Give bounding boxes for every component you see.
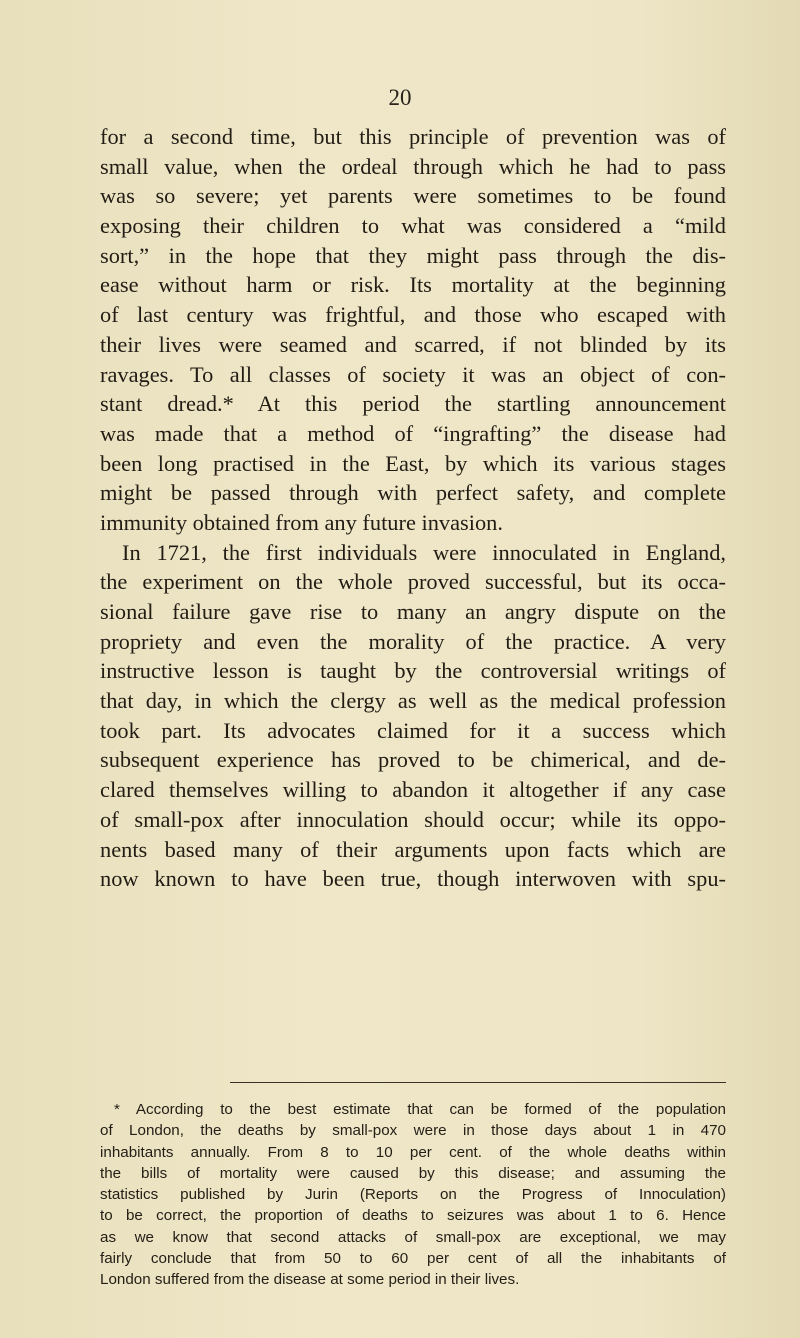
footnote-line: statistics published by Jurin (Reports on the Progress of Innoculation) bbox=[100, 1186, 726, 1204]
text-line: In 1721, the first individuals were innoculated in England, bbox=[122, 539, 726, 565]
text-line: might be passed through with perfect safety, and complete bbox=[100, 480, 726, 506]
text-line: sional failure gave rise to many an angry dispute on the bbox=[100, 599, 726, 624]
footnote-line: the bills of mortality were caused by this disease; and assuming the bbox=[100, 1164, 726, 1182]
footnote-line: as we know that second attacks of small-pox are exceptional, we may bbox=[100, 1228, 726, 1246]
text-line: of last century was frightful, and those who escaped with bbox=[100, 302, 726, 328]
main-text bbox=[100, 122, 726, 894]
footnote-line: * According to the best estimate that can be formed of the population bbox=[114, 1101, 726, 1118]
text-line: stant dread.* At this period the startling announcement bbox=[100, 391, 726, 417]
text-line: was so severe; yet parents were sometimes to be found bbox=[100, 183, 726, 209]
footnote-line: to be correct, the proportion of deaths to seizures was about 1 to 6. Hence bbox=[100, 1207, 726, 1225]
text-line: their lives were seamed and scarred, if not blinded by its bbox=[100, 331, 726, 357]
footnote-line: fairly conclude that from 50 to 60 per cent of all the inhabitants of bbox=[100, 1250, 726, 1268]
text-line: exposing their children to what was considered a “mild bbox=[100, 213, 726, 239]
text-line: nents based many of their arguments upon facts which are bbox=[100, 836, 726, 862]
text-line: clared themselves willing to abandon it altogether if any case bbox=[100, 777, 726, 803]
text-line: instructive lesson is taught by the controversial writings of bbox=[100, 658, 726, 684]
text-line: for a second time, but this principle of prevention was of bbox=[100, 124, 726, 149]
text-line: ravages. To all classes of society it was an object of con- bbox=[100, 361, 726, 387]
footnote-divider bbox=[230, 1082, 726, 1083]
text-line: that day, in which the clergy as well as the medical profession bbox=[100, 688, 726, 714]
text-line: immunity obtained from any future invasion. bbox=[100, 509, 503, 535]
text-line: took part. Its advocates claimed for it a success which bbox=[100, 717, 726, 743]
footnote bbox=[100, 1099, 726, 1291]
text-line: been long practised in the East, by which its various stages bbox=[100, 450, 726, 476]
text-line: ease without harm or risk. Its mortality at the beginning bbox=[100, 272, 726, 298]
page-number: 20 bbox=[388, 85, 412, 110]
text-line: the experiment on the whole proved successful, but its occa- bbox=[100, 569, 726, 595]
footnote-line: of London, the deaths by small-pox were in those days about 1 in 470 bbox=[100, 1122, 726, 1140]
text-line: now known to have been true, though interwoven with spu- bbox=[100, 866, 726, 892]
footnote-line: inhabitants annually. From 8 to 10 per cent. of the whole deaths within bbox=[100, 1143, 726, 1161]
text-line: of small-pox after innoculation should occur; while its oppo- bbox=[100, 806, 726, 832]
footnote-line: London suffered from the disease at some period in their lives. bbox=[100, 1271, 520, 1289]
text-line: subsequent experience has proved to be chimerical, and de- bbox=[100, 747, 726, 773]
text-line: was made that a method of “ingrafting” the disease had bbox=[100, 420, 726, 446]
text-line: sort,” in the hope that they might pass through the dis- bbox=[100, 242, 726, 268]
text-line: small value, when the ordeal through which he had to pass bbox=[100, 153, 726, 179]
text-line: propriety and even the morality of the practice. A very bbox=[100, 628, 726, 654]
